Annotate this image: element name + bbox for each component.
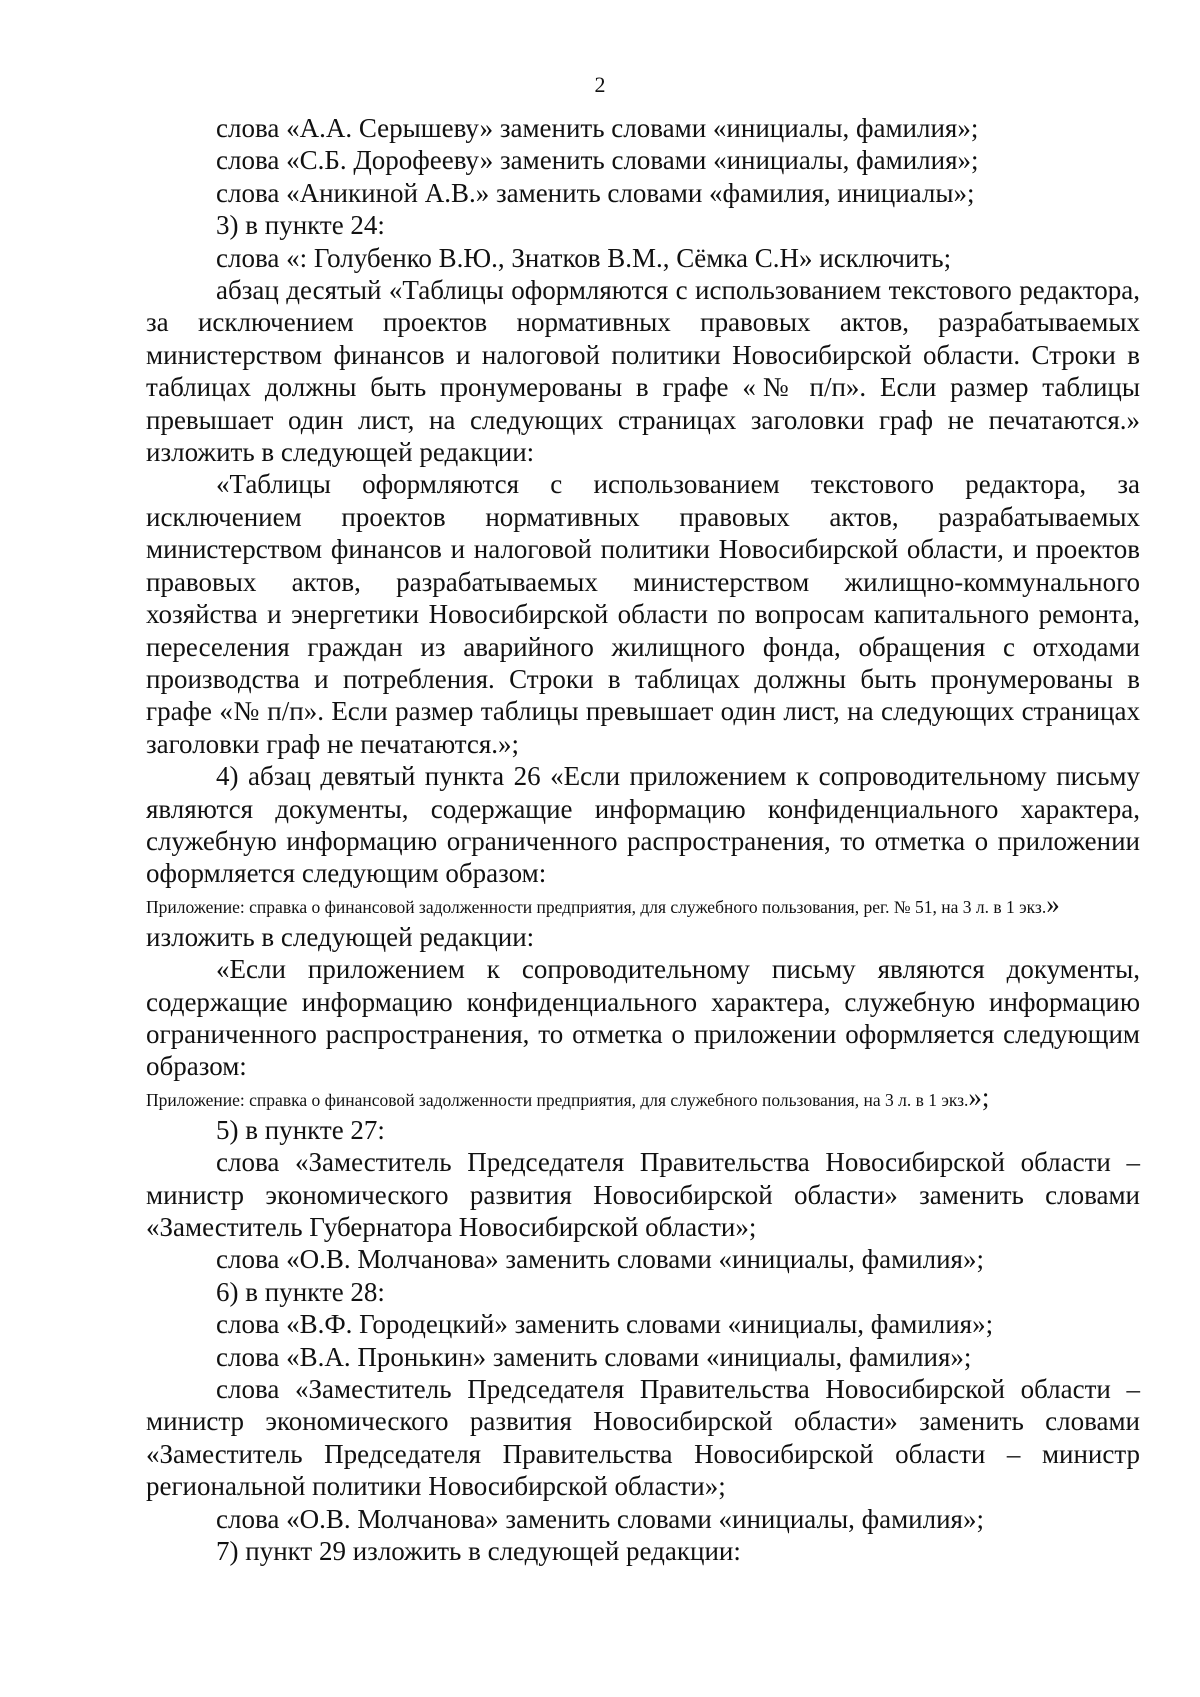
paragraph: «Если приложением к сопроводительному письму являются документы, содержащие информацию конфиденциального характера, служебную информацию ограниченного распространения, то отметка о приложении оформляется следующим образом:	[146, 954, 1140, 1082]
paragraph: слова «Заместитель Председателя Правительства Новосибирской области – министр экономического развития Новосибирской области» заменить словами «Заместитель Губернатора Новосибирской области»;	[146, 1147, 1140, 1242]
paragraph: 7) пункт 29 изложить в следующей редакции:	[216, 1536, 741, 1567]
paragraph: слова «О.В. Молчанова» заменить словами «инициалы, фамилия»;	[216, 1503, 984, 1534]
paragraph: 5) в пункте 27:	[216, 1114, 385, 1145]
attachment-note-tail: »;	[968, 1081, 990, 1112]
paragraph: слова «: Голубенко В.Ю., Знатков В.М., Сёмка С.Н» исключить;	[216, 242, 952, 273]
paragraph: слова «Аникиной А.В.» заменить словами «фамилия, инициалы»;	[216, 177, 975, 208]
attachment-note-tail: »	[1046, 888, 1060, 919]
document-body	[146, 112, 1140, 1567]
paragraph: слова «А.А. Серышеву» заменить словами «инициалы, фамилия»;	[216, 113, 979, 143]
attachment-note-text: Приложение: справка о финансовой задолженности предприятия, для служебного пользования, на 3 л. в 1 экз.	[146, 1089, 969, 1110]
paragraph: 4) абзац девятый пункта 26 «Если приложением к сопроводительному письму являются документы, содержащие информацию конфиденциального характера, служебную информацию ограниченного распространения, то отметка о приложении оформляется следующим образом:	[146, 761, 1140, 889]
paragraph: абзац десятый «Таблицы оформляются с использованием текстового редактора, за исключением проектов нормативных правовых актов, разрабатываемых министерством финансов и налоговой политики Новосибирской области. Строки в таблицах должны быть пронумерованы в графе «№ п/п». Если размер таблицы превышает один лист, на следующих страницах заголовки граф не печатаются.» изложить в следующей редакции:	[146, 275, 1140, 468]
paragraph: 6) в пункте 28:	[216, 1276, 385, 1307]
paragraph: слова «Заместитель Председателя Правительства Новосибирской области – министр экономического развития Новосибирской области» заменить словами «Заместитель Председателя Правительства Новосибирской области – министр региональной политики Новосибирской области»;	[146, 1374, 1140, 1502]
attachment-note	[146, 890, 1140, 921]
paragraph: 3) в пункте 24:	[216, 210, 385, 241]
paragraph: «Таблицы оформляются с использованием текстового редактора, за исключением проектов нормативных правовых актов, разрабатываемых министерством финансов и налоговой политики Новосибирской области, и проектов правовых актов, разрабатываемых министерством жилищно-коммунального хозяйства и энергетики Новосибирской области по вопросам капитального ремонта, переселения граждан из аварийного жилищного фонда, обращения с отходами производства и потребления. Строки в таблицах должны быть пронумерованы в графе «№ п/п». Если размер таблицы превышает один лист, на следующих страницах заголовки граф не печатаются.»;	[146, 469, 1140, 759]
paragraph: слова «В.Ф. Городецкий» заменить словами «инициалы, фамилия»;	[216, 1309, 994, 1340]
attachment-note-text: Приложение: справка о финансовой задолженности предприятия, для служебного пользования, рег. № 51, на 3 л. в 1 экз.	[146, 896, 1047, 917]
paragraph: слова «О.В. Молчанова» заменить словами «инициалы, фамилия»;	[216, 1244, 984, 1275]
attachment-note	[146, 1083, 1140, 1114]
paragraph: слова «В.А. Пронькин» заменить словами «инициалы, фамилия»;	[216, 1341, 972, 1372]
paragraph: изложить в следующей редакции:	[146, 921, 535, 952]
paragraph: слова «С.Б. Дорофееву» заменить словами «инициалы, фамилия»;	[216, 145, 979, 176]
page-number: 2	[594, 72, 606, 97]
